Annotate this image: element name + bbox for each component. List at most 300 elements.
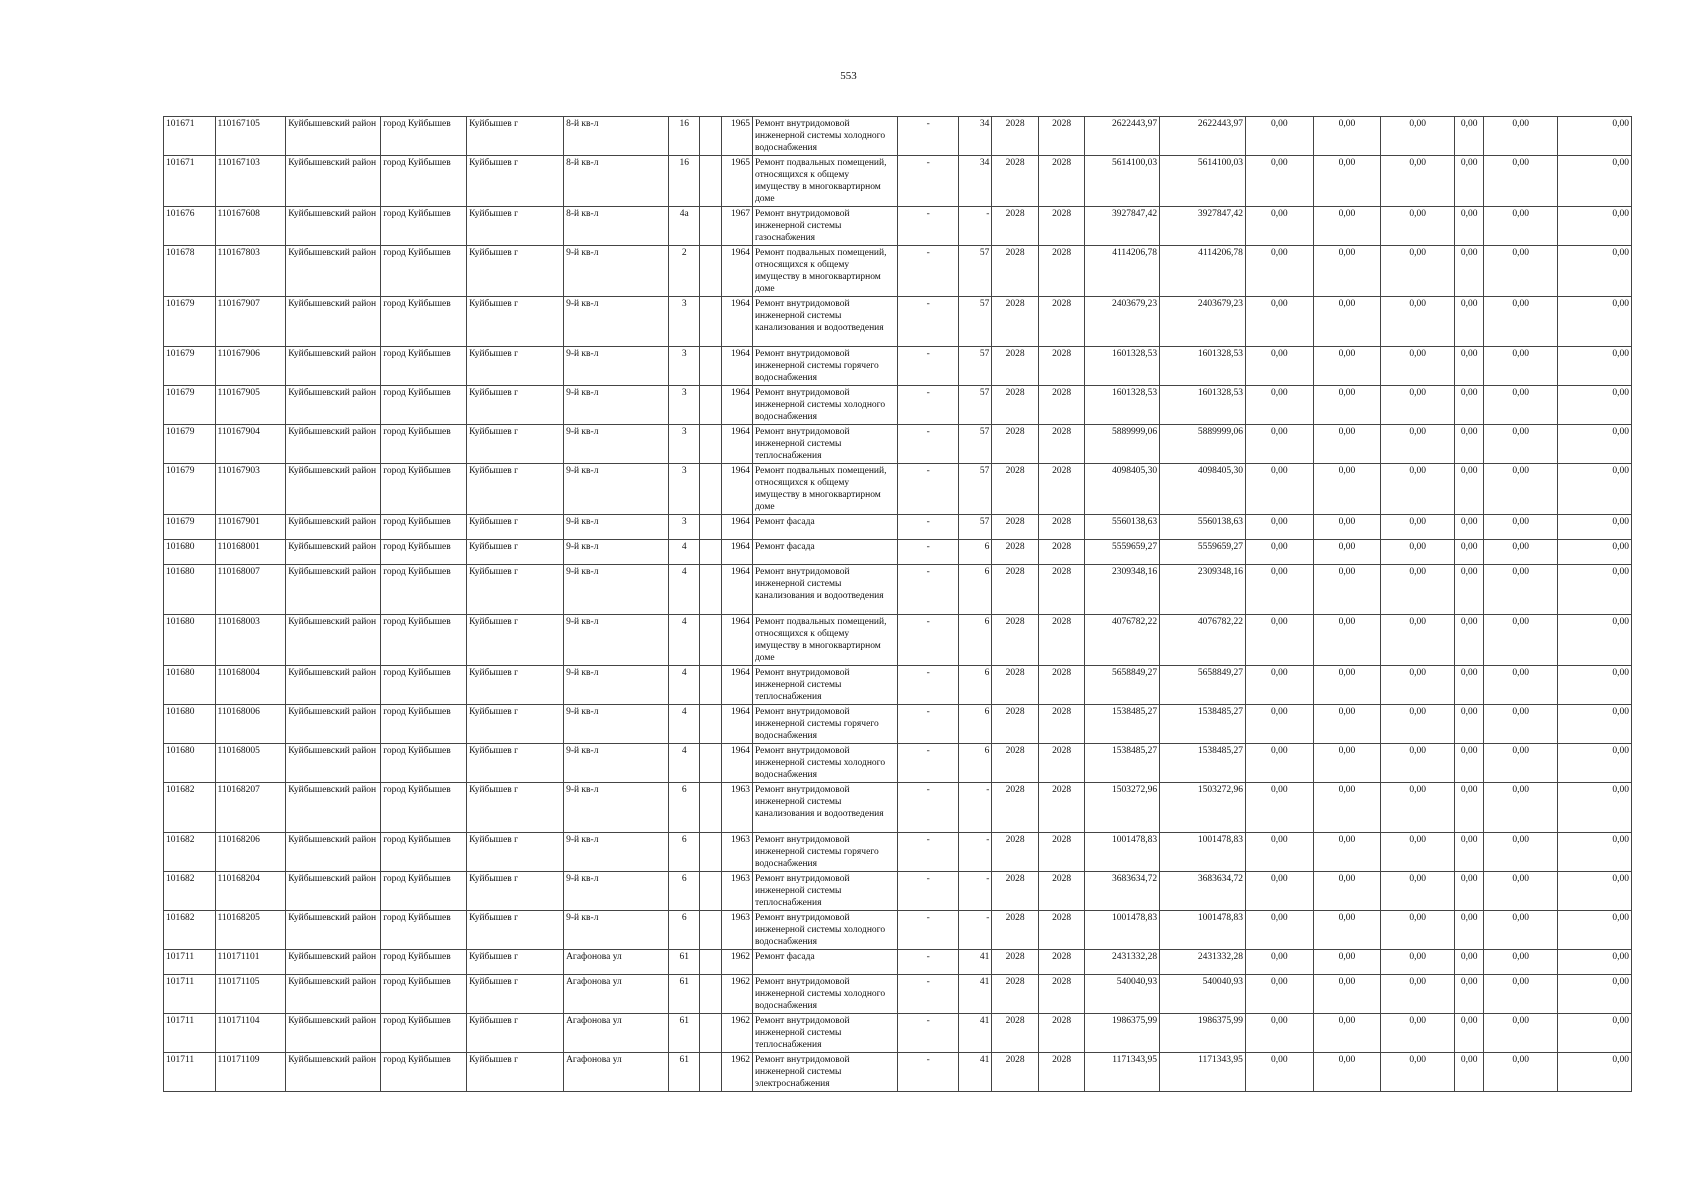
cell-municipality: город Куйбышев: [381, 207, 467, 246]
cell-work-type: Ремонт внутридомовой инженерной системы холодного водоснабжения: [752, 975, 897, 1014]
cell-owner-funds: 0,00: [1455, 615, 1484, 666]
cell-work-id: 110167105: [215, 117, 286, 156]
cell-cost-limit: -: [898, 833, 959, 872]
cell-building: [700, 207, 721, 246]
cell-total-cost: 4114206,78: [1085, 246, 1160, 297]
cell-object-id: 101682: [164, 872, 216, 911]
cell-work-id: 110167903: [215, 464, 286, 515]
cell-budget-federal: 0,00: [1245, 666, 1313, 705]
cell-total-cost: 5614100,03: [1085, 156, 1160, 207]
cell-reserve: 0,00: [1558, 1053, 1632, 1092]
cell-budget-regional: 0,00: [1313, 872, 1381, 911]
cell-district: Куйбышевский район: [286, 1053, 381, 1092]
cell-building: [700, 1053, 721, 1092]
cell-fund-cost: 2309348,16: [1160, 565, 1246, 615]
cell-budget-federal: 0,00: [1245, 246, 1313, 297]
cell-reserve: 0,00: [1558, 565, 1632, 615]
cell-work-type: Ремонт внутридомовой инженерной системы теплоснабжения: [752, 1014, 897, 1053]
cell-budget-federal: 0,00: [1245, 872, 1313, 911]
cell-reserve: 0,00: [1558, 464, 1632, 515]
cell-budget-local: 0,00: [1381, 744, 1455, 783]
cell-fund-cost: 2403679,23: [1160, 297, 1246, 347]
cell-plan-year-from: 2028: [992, 117, 1038, 156]
table-row: [164, 1014, 1632, 1053]
cell-plan-year-to: 2028: [1038, 911, 1084, 950]
cell-street: 9-й кв-л: [564, 386, 669, 425]
cell-locality: Куйбышев г: [467, 950, 564, 975]
cell-district: Куйбышевский район: [286, 666, 381, 705]
cell-owner-funds: 0,00: [1455, 464, 1484, 515]
cell-year-built: 1963: [721, 783, 752, 833]
cell-object-id: 101682: [164, 783, 216, 833]
cell-total-cost: 2622443,97: [1085, 117, 1160, 156]
cell-fund-cost: 5559659,27: [1160, 540, 1246, 565]
cell-wear-percent: -: [959, 783, 992, 833]
cell-other-funds: 0,00: [1484, 911, 1558, 950]
cell-object-id: 101678: [164, 246, 216, 297]
cell-locality: Куйбышев г: [467, 1014, 564, 1053]
cell-year-built: 1967: [721, 207, 752, 246]
cell-fund-cost: 5560138,63: [1160, 515, 1246, 540]
cell-work-type: Ремонт подвальных помещений, относящихся к общему имуществу в многоквартирном доме: [752, 615, 897, 666]
cell-cost-limit: -: [898, 540, 959, 565]
cell-reserve: 0,00: [1558, 117, 1632, 156]
cell-budget-regional: 0,00: [1313, 297, 1381, 347]
cell-fund-cost: 2622443,97: [1160, 117, 1246, 156]
cell-work-type: Ремонт внутридомовой инженерной системы канализования и водоотведения: [752, 565, 897, 615]
cell-work-id: 110168204: [215, 872, 286, 911]
cell-house-number: 61: [669, 975, 700, 1014]
cell-wear-percent: 41: [959, 950, 992, 975]
cell-owner-funds: 0,00: [1455, 246, 1484, 297]
cell-other-funds: 0,00: [1484, 783, 1558, 833]
cell-fund-cost: 540040,93: [1160, 975, 1246, 1014]
cell-house-number: 6: [669, 872, 700, 911]
cell-other-funds: 0,00: [1484, 744, 1558, 783]
cell-budget-local: 0,00: [1381, 975, 1455, 1014]
cell-house-number: 16: [669, 156, 700, 207]
cell-budget-federal: 0,00: [1245, 975, 1313, 1014]
cell-budget-regional: 0,00: [1313, 1053, 1381, 1092]
cell-locality: Куйбышев г: [467, 425, 564, 464]
cell-street: 9-й кв-л: [564, 515, 669, 540]
cell-plan-year-from: 2028: [992, 386, 1038, 425]
cell-locality: Куйбышев г: [467, 386, 564, 425]
cell-year-built: 1964: [721, 615, 752, 666]
cell-budget-regional: 0,00: [1313, 911, 1381, 950]
cell-building: [700, 975, 721, 1014]
cell-plan-year-from: 2028: [992, 1014, 1038, 1053]
cell-municipality: город Куйбышев: [381, 1053, 467, 1092]
cell-locality: Куйбышев г: [467, 615, 564, 666]
cell-total-cost: 1601328,53: [1085, 347, 1160, 386]
cell-year-built: 1964: [721, 246, 752, 297]
cell-year-built: 1964: [721, 347, 752, 386]
cell-budget-federal: 0,00: [1245, 464, 1313, 515]
cell-locality: Куйбышев г: [467, 347, 564, 386]
cell-fund-cost: 2431332,28: [1160, 950, 1246, 975]
cell-locality: Куйбышев г: [467, 297, 564, 347]
cell-work-type: Ремонт подвальных помещений, относящихся к общему имуществу в многоквартирном доме: [752, 464, 897, 515]
cell-total-cost: 4076782,22: [1085, 615, 1160, 666]
table-row: [164, 207, 1632, 246]
cell-year-built: 1964: [721, 425, 752, 464]
cell-budget-federal: 0,00: [1245, 1053, 1313, 1092]
cell-cost-limit: -: [898, 207, 959, 246]
cell-work-type: Ремонт внутридомовой инженерной системы теплоснабжения: [752, 872, 897, 911]
cell-street: 9-й кв-л: [564, 297, 669, 347]
cell-owner-funds: 0,00: [1455, 540, 1484, 565]
cell-district: Куйбышевский район: [286, 156, 381, 207]
cell-building: [700, 565, 721, 615]
cell-municipality: город Куйбышев: [381, 540, 467, 565]
cell-district: Куйбышевский район: [286, 207, 381, 246]
cell-plan-year-to: 2028: [1038, 666, 1084, 705]
cell-locality: Куйбышев г: [467, 744, 564, 783]
cell-object-id: 101679: [164, 425, 216, 464]
cell-cost-limit: -: [898, 425, 959, 464]
cell-locality: Куйбышев г: [467, 565, 564, 615]
cell-budget-local: 0,00: [1381, 246, 1455, 297]
cell-fund-cost: 1986375,99: [1160, 1014, 1246, 1053]
cell-fund-cost: 5889999,06: [1160, 425, 1246, 464]
table-row: [164, 1053, 1632, 1092]
cell-plan-year-to: 2028: [1038, 1014, 1084, 1053]
cell-plan-year-to: 2028: [1038, 975, 1084, 1014]
cell-budget-federal: 0,00: [1245, 156, 1313, 207]
cell-budget-local: 0,00: [1381, 783, 1455, 833]
cell-budget-regional: 0,00: [1313, 705, 1381, 744]
cell-cost-limit: -: [898, 347, 959, 386]
cell-locality: Куйбышев г: [467, 117, 564, 156]
cell-work-id: 110168001: [215, 540, 286, 565]
cell-house-number: 4: [669, 705, 700, 744]
table-row: [164, 540, 1632, 565]
cell-object-id: 101679: [164, 515, 216, 540]
cell-cost-limit: -: [898, 156, 959, 207]
cell-owner-funds: 0,00: [1455, 207, 1484, 246]
cell-budget-federal: 0,00: [1245, 117, 1313, 156]
cell-year-built: 1964: [721, 565, 752, 615]
cell-year-built: 1962: [721, 1053, 752, 1092]
cell-object-id: 101680: [164, 565, 216, 615]
cell-building: [700, 872, 721, 911]
cell-plan-year-to: 2028: [1038, 705, 1084, 744]
cell-other-funds: 0,00: [1484, 425, 1558, 464]
cell-street: 9-й кв-л: [564, 565, 669, 615]
cell-owner-funds: 0,00: [1455, 950, 1484, 975]
cell-wear-percent: 6: [959, 565, 992, 615]
cell-wear-percent: 57: [959, 425, 992, 464]
cell-budget-federal: 0,00: [1245, 950, 1313, 975]
cell-locality: Куйбышев г: [467, 872, 564, 911]
cell-other-funds: 0,00: [1484, 515, 1558, 540]
table-row: [164, 464, 1632, 515]
cell-building: [700, 156, 721, 207]
cell-plan-year-from: 2028: [992, 783, 1038, 833]
cell-year-built: 1963: [721, 872, 752, 911]
cell-building: [700, 705, 721, 744]
cell-budget-local: 0,00: [1381, 1014, 1455, 1053]
cell-object-id: 101671: [164, 117, 216, 156]
cell-municipality: город Куйбышев: [381, 117, 467, 156]
cell-object-id: 101711: [164, 975, 216, 1014]
cell-plan-year-from: 2028: [992, 347, 1038, 386]
cell-street: 9-й кв-л: [564, 783, 669, 833]
cell-locality: Куйбышев г: [467, 156, 564, 207]
cell-budget-local: 0,00: [1381, 347, 1455, 386]
cell-municipality: город Куйбышев: [381, 872, 467, 911]
cell-budget-local: 0,00: [1381, 615, 1455, 666]
cell-reserve: 0,00: [1558, 666, 1632, 705]
cell-work-type: Ремонт подвальных помещений, относящихся к общему имуществу в многоквартирном доме: [752, 156, 897, 207]
cell-work-id: 110168006: [215, 705, 286, 744]
cell-plan-year-from: 2028: [992, 744, 1038, 783]
cell-reserve: 0,00: [1558, 297, 1632, 347]
cell-cost-limit: -: [898, 615, 959, 666]
cell-house-number: 61: [669, 950, 700, 975]
cell-total-cost: 3927847,42: [1085, 207, 1160, 246]
cell-district: Куйбышевский район: [286, 1014, 381, 1053]
cell-building: [700, 783, 721, 833]
cell-year-built: 1964: [721, 386, 752, 425]
cell-work-type: Ремонт внутридомовой инженерной системы горячего водоснабжения: [752, 347, 897, 386]
cell-district: Куйбышевский район: [286, 975, 381, 1014]
cell-house-number: 61: [669, 1014, 700, 1053]
table-row: [164, 386, 1632, 425]
cell-street: 9-й кв-л: [564, 744, 669, 783]
cell-owner-funds: 0,00: [1455, 565, 1484, 615]
cell-year-built: 1962: [721, 950, 752, 975]
cell-work-id: 110168005: [215, 744, 286, 783]
cell-total-cost: 3683634,72: [1085, 872, 1160, 911]
cell-work-id: 110171109: [215, 1053, 286, 1092]
cell-work-type: Ремонт внутридомовой инженерной системы горячего водоснабжения: [752, 833, 897, 872]
cell-year-built: 1964: [721, 515, 752, 540]
cell-street: Агафонова ул: [564, 950, 669, 975]
cell-total-cost: 5560138,63: [1085, 515, 1160, 540]
cell-cost-limit: -: [898, 872, 959, 911]
cell-street: Агафонова ул: [564, 1053, 669, 1092]
cell-plan-year-from: 2028: [992, 515, 1038, 540]
table-row: [164, 156, 1632, 207]
cell-budget-local: 0,00: [1381, 515, 1455, 540]
cell-district: Куйбышевский район: [286, 783, 381, 833]
cell-municipality: город Куйбышев: [381, 833, 467, 872]
cell-budget-federal: 0,00: [1245, 425, 1313, 464]
cell-district: Куйбышевский район: [286, 833, 381, 872]
cell-budget-regional: 0,00: [1313, 464, 1381, 515]
cell-budget-local: 0,00: [1381, 950, 1455, 975]
cell-plan-year-to: 2028: [1038, 386, 1084, 425]
cell-plan-year-from: 2028: [992, 666, 1038, 705]
table-row: [164, 297, 1632, 347]
cell-object-id: 101676: [164, 207, 216, 246]
cell-wear-percent: 6: [959, 615, 992, 666]
cell-plan-year-to: 2028: [1038, 872, 1084, 911]
cell-work-type: Ремонт внутридомовой инженерной системы канализования и водоотведения: [752, 297, 897, 347]
cell-year-built: 1963: [721, 911, 752, 950]
cell-municipality: город Куйбышев: [381, 156, 467, 207]
cell-other-funds: 0,00: [1484, 705, 1558, 744]
table-row: [164, 425, 1632, 464]
cell-locality: Куйбышев г: [467, 666, 564, 705]
cell-house-number: 4: [669, 666, 700, 705]
cell-wear-percent: -: [959, 207, 992, 246]
cell-street: 9-й кв-л: [564, 246, 669, 297]
cell-reserve: 0,00: [1558, 515, 1632, 540]
cell-municipality: город Куйбышев: [381, 666, 467, 705]
cell-street: 9-й кв-л: [564, 705, 669, 744]
cell-wear-percent: 57: [959, 464, 992, 515]
cell-plan-year-to: 2028: [1038, 950, 1084, 975]
cell-budget-local: 0,00: [1381, 464, 1455, 515]
cell-street: 9-й кв-л: [564, 911, 669, 950]
cell-house-number: 3: [669, 386, 700, 425]
cell-building: [700, 386, 721, 425]
cell-locality: Куйбышев г: [467, 833, 564, 872]
cell-plan-year-to: 2028: [1038, 464, 1084, 515]
cell-budget-regional: 0,00: [1313, 975, 1381, 1014]
cell-wear-percent: 6: [959, 540, 992, 565]
cell-object-id: 101711: [164, 950, 216, 975]
cell-work-id: 110171104: [215, 1014, 286, 1053]
cell-house-number: 2: [669, 246, 700, 297]
cell-house-number: 3: [669, 515, 700, 540]
cell-cost-limit: -: [898, 975, 959, 1014]
cell-work-type: Ремонт фасада: [752, 950, 897, 975]
cell-locality: Куйбышев г: [467, 911, 564, 950]
cell-budget-regional: 0,00: [1313, 207, 1381, 246]
cell-work-id: 110167906: [215, 347, 286, 386]
cell-plan-year-to: 2028: [1038, 246, 1084, 297]
cell-cost-limit: -: [898, 666, 959, 705]
cell-object-id: 101679: [164, 386, 216, 425]
cell-work-type: Ремонт внутридомовой инженерной системы холодного водоснабжения: [752, 386, 897, 425]
cell-building: [700, 744, 721, 783]
cell-owner-funds: 0,00: [1455, 911, 1484, 950]
cell-work-id: 110168007: [215, 565, 286, 615]
cell-object-id: 101682: [164, 911, 216, 950]
cell-work-id: 110167907: [215, 297, 286, 347]
cell-plan-year-from: 2028: [992, 950, 1038, 975]
cell-street: Агафонова ул: [564, 975, 669, 1014]
cell-building: [700, 297, 721, 347]
cell-budget-local: 0,00: [1381, 833, 1455, 872]
cell-district: Куйбышевский район: [286, 565, 381, 615]
cell-house-number: 4: [669, 615, 700, 666]
cell-locality: Куйбышев г: [467, 783, 564, 833]
cell-work-type: Ремонт внутридомовой инженерной системы холодного водоснабжения: [752, 911, 897, 950]
cell-building: [700, 950, 721, 975]
cell-other-funds: 0,00: [1484, 1053, 1558, 1092]
cell-reserve: 0,00: [1558, 1014, 1632, 1053]
cell-other-funds: 0,00: [1484, 666, 1558, 705]
cell-district: Куйбышевский район: [286, 117, 381, 156]
cell-total-cost: 5889999,06: [1085, 425, 1160, 464]
cell-locality: Куйбышев г: [467, 464, 564, 515]
cell-reserve: 0,00: [1558, 207, 1632, 246]
cell-plan-year-from: 2028: [992, 975, 1038, 1014]
cell-total-cost: 1171343,95: [1085, 1053, 1160, 1092]
cell-cost-limit: -: [898, 565, 959, 615]
cell-municipality: город Куйбышев: [381, 744, 467, 783]
cell-other-funds: 0,00: [1484, 117, 1558, 156]
cell-budget-local: 0,00: [1381, 1053, 1455, 1092]
cell-fund-cost: 3927847,42: [1160, 207, 1246, 246]
cell-municipality: город Куйбышев: [381, 975, 467, 1014]
cell-work-type: Ремонт внутридомовой инженерной системы теплоснабжения: [752, 425, 897, 464]
cell-building: [700, 666, 721, 705]
table-row: [164, 783, 1632, 833]
cell-budget-local: 0,00: [1381, 911, 1455, 950]
cell-work-id: 110171105: [215, 975, 286, 1014]
cell-owner-funds: 0,00: [1455, 975, 1484, 1014]
cell-budget-regional: 0,00: [1313, 386, 1381, 425]
cell-locality: Куйбышев г: [467, 207, 564, 246]
cell-municipality: город Куйбышев: [381, 911, 467, 950]
register-table: [163, 116, 1632, 1092]
cell-reserve: 0,00: [1558, 425, 1632, 464]
cell-year-built: 1964: [721, 464, 752, 515]
cell-work-id: 110171101: [215, 950, 286, 975]
cell-cost-limit: -: [898, 950, 959, 975]
cell-budget-local: 0,00: [1381, 386, 1455, 425]
cell-owner-funds: 0,00: [1455, 117, 1484, 156]
cell-cost-limit: -: [898, 117, 959, 156]
cell-total-cost: 1538485,27: [1085, 705, 1160, 744]
cell-plan-year-to: 2028: [1038, 783, 1084, 833]
cell-other-funds: 0,00: [1484, 207, 1558, 246]
cell-street: 9-й кв-л: [564, 666, 669, 705]
cell-work-id: 110167608: [215, 207, 286, 246]
cell-budget-federal: 0,00: [1245, 744, 1313, 783]
cell-street: 8-й кв-л: [564, 207, 669, 246]
cell-cost-limit: -: [898, 1014, 959, 1053]
cell-plan-year-to: 2028: [1038, 744, 1084, 783]
cell-work-type: Ремонт внутридомовой инженерной системы холодного водоснабжения: [752, 117, 897, 156]
cell-municipality: город Куйбышев: [381, 565, 467, 615]
cell-other-funds: 0,00: [1484, 950, 1558, 975]
cell-fund-cost: 1538485,27: [1160, 744, 1246, 783]
cell-budget-regional: 0,00: [1313, 156, 1381, 207]
cell-wear-percent: -: [959, 833, 992, 872]
cell-plan-year-from: 2028: [992, 615, 1038, 666]
cell-municipality: город Куйбышев: [381, 386, 467, 425]
cell-work-id: 110167103: [215, 156, 286, 207]
cell-owner-funds: 0,00: [1455, 1014, 1484, 1053]
cell-reserve: 0,00: [1558, 975, 1632, 1014]
cell-wear-percent: -: [959, 911, 992, 950]
cell-total-cost: 2309348,16: [1085, 565, 1160, 615]
cell-district: Куйбышевский район: [286, 515, 381, 540]
table-row: [164, 347, 1632, 386]
cell-house-number: 4а: [669, 207, 700, 246]
cell-reserve: 0,00: [1558, 705, 1632, 744]
cell-house-number: 4: [669, 565, 700, 615]
cell-total-cost: 1001478,83: [1085, 833, 1160, 872]
cell-plan-year-from: 2028: [992, 464, 1038, 515]
cell-building: [700, 347, 721, 386]
cell-owner-funds: 0,00: [1455, 515, 1484, 540]
cell-budget-federal: 0,00: [1245, 515, 1313, 540]
cell-work-id: 110167901: [215, 515, 286, 540]
cell-budget-federal: 0,00: [1245, 833, 1313, 872]
cell-district: Куйбышевский район: [286, 615, 381, 666]
table-row: [164, 975, 1632, 1014]
table-row: [164, 950, 1632, 975]
cell-fund-cost: 4076782,22: [1160, 615, 1246, 666]
